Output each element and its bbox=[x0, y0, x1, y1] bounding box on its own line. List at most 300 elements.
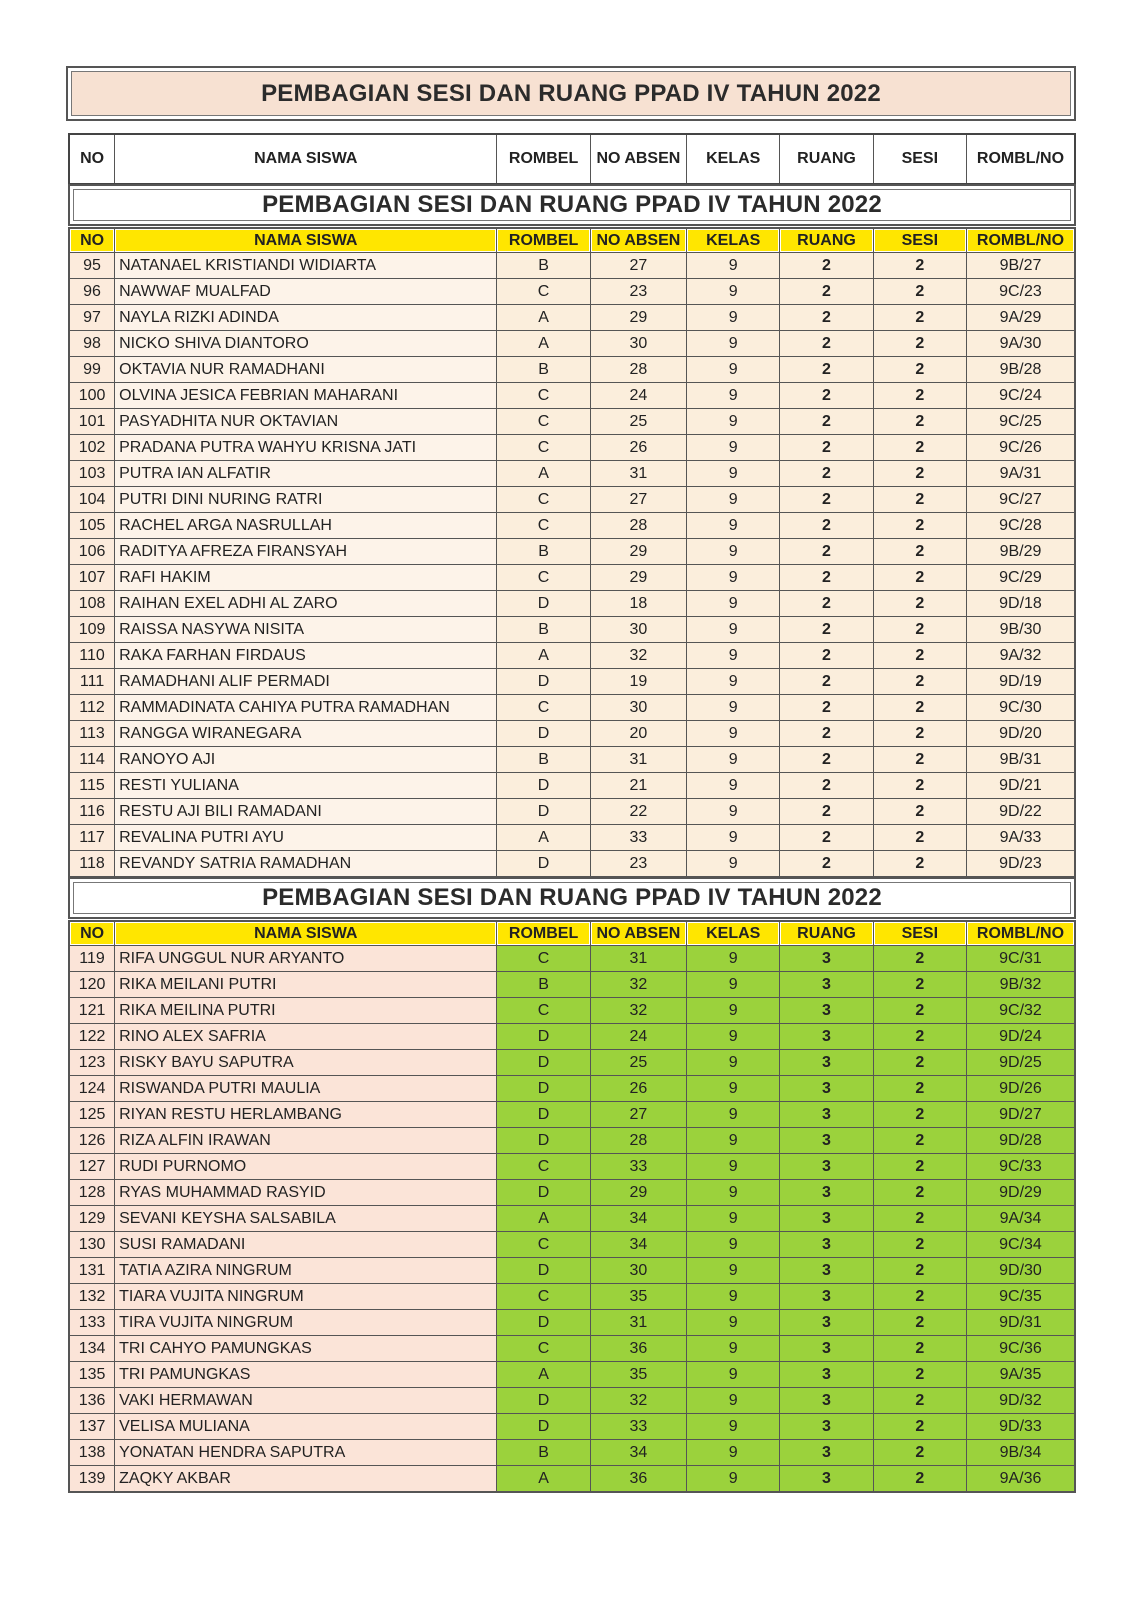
cell-kelas: 9 bbox=[687, 1414, 780, 1440]
cell-no: 105 bbox=[69, 513, 115, 539]
cell-rombl-no: 9B/29 bbox=[966, 539, 1075, 565]
cell-no-absen: 34 bbox=[590, 1232, 686, 1258]
table-row bbox=[69, 721, 1075, 747]
cell-no-absen: 18 bbox=[590, 591, 686, 617]
cell-kelas: 9 bbox=[687, 305, 780, 331]
cell-rombel: C bbox=[497, 1232, 590, 1258]
cell-ruang: 2 bbox=[780, 539, 873, 565]
cell-kelas: 9 bbox=[687, 1206, 780, 1232]
cell-ruang: 3 bbox=[780, 1128, 873, 1154]
cell-no: 129 bbox=[69, 1206, 115, 1232]
cell-rombel: C bbox=[497, 1154, 590, 1180]
cell-ruang: 3 bbox=[780, 1154, 873, 1180]
cell-no: 122 bbox=[69, 1024, 115, 1050]
cell-rombl-no: 9D/32 bbox=[966, 1388, 1075, 1414]
cell-kelas: 9 bbox=[687, 695, 780, 721]
cell-kelas: 9 bbox=[687, 461, 780, 487]
cell-rombl-no: 9C/31 bbox=[966, 946, 1075, 972]
cell-rombel: D bbox=[497, 851, 590, 878]
cell-no-absen: 23 bbox=[590, 279, 686, 305]
cell-no: 95 bbox=[69, 253, 115, 279]
table-row bbox=[69, 1154, 1075, 1180]
cell-rombl-no: 9C/29 bbox=[966, 565, 1075, 591]
cell-rombl-no: 9A/36 bbox=[966, 1466, 1075, 1493]
section-title: PEMBAGIAN SESI DAN RUANG PPAD IV TAHUN 2022 bbox=[68, 877, 1076, 919]
cell-nama-siswa: PUTRA IAN ALFATIR bbox=[115, 461, 497, 487]
cell-rombel: B bbox=[497, 617, 590, 643]
cell-rombl-no: 9C/35 bbox=[966, 1284, 1075, 1310]
cell-no-absen: 34 bbox=[590, 1440, 686, 1466]
table-row bbox=[69, 1102, 1075, 1128]
cell-ruang: 2 bbox=[780, 721, 873, 747]
cell-no-absen: 33 bbox=[590, 1154, 686, 1180]
column-header-row bbox=[69, 134, 1075, 184]
table-row bbox=[69, 409, 1075, 435]
cell-nama-siswa: NAYLA RIZKI ADINDA bbox=[115, 305, 497, 331]
col-header-sesi: SESI bbox=[873, 921, 966, 946]
cell-no-absen: 19 bbox=[590, 669, 686, 695]
cell-no: 124 bbox=[69, 1076, 115, 1102]
cell-rombl-no: 9D/31 bbox=[966, 1310, 1075, 1336]
cell-sesi: 2 bbox=[873, 1154, 966, 1180]
cell-kelas: 9 bbox=[687, 998, 780, 1024]
cell-kelas: 9 bbox=[687, 331, 780, 357]
cell-rombl-no: 9C/33 bbox=[966, 1154, 1075, 1180]
cell-rombel: C bbox=[497, 487, 590, 513]
cell-ruang: 2 bbox=[780, 617, 873, 643]
cell-rombl-no: 9C/25 bbox=[966, 409, 1075, 435]
cell-kelas: 9 bbox=[687, 539, 780, 565]
cell-ruang: 2 bbox=[780, 279, 873, 305]
table-row bbox=[69, 1050, 1075, 1076]
cell-sesi: 2 bbox=[873, 1206, 966, 1232]
cell-rombl-no: 9C/23 bbox=[966, 279, 1075, 305]
cell-no: 110 bbox=[69, 643, 115, 669]
cell-rombl-no: 9A/30 bbox=[966, 331, 1075, 357]
table-row bbox=[69, 461, 1075, 487]
cell-no-absen: 26 bbox=[590, 1076, 686, 1102]
cell-no: 111 bbox=[69, 669, 115, 695]
cell-rombel: B bbox=[497, 1440, 590, 1466]
cell-ruang: 2 bbox=[780, 409, 873, 435]
cell-no-absen: 31 bbox=[590, 1310, 686, 1336]
cell-ruang: 3 bbox=[780, 1440, 873, 1466]
table-row bbox=[69, 1336, 1075, 1362]
cell-no: 99 bbox=[69, 357, 115, 383]
cell-rombel: A bbox=[497, 1206, 590, 1232]
document-title: PEMBAGIAN SESI DAN RUANG PPAD IV TAHUN 2022 bbox=[66, 66, 1076, 121]
cell-kelas: 9 bbox=[687, 591, 780, 617]
col-header-kelas: KELAS bbox=[687, 134, 780, 184]
cell-ruang: 2 bbox=[780, 461, 873, 487]
cell-sesi: 2 bbox=[873, 773, 966, 799]
table-row bbox=[69, 305, 1075, 331]
cell-rombl-no: 9C/36 bbox=[966, 1336, 1075, 1362]
cell-no: 136 bbox=[69, 1388, 115, 1414]
cell-no-absen: 36 bbox=[590, 1336, 686, 1362]
table-header-row bbox=[69, 921, 1075, 946]
cell-no-absen: 32 bbox=[590, 998, 686, 1024]
cell-no: 139 bbox=[69, 1466, 115, 1493]
cell-rombel: A bbox=[497, 331, 590, 357]
cell-nama-siswa: RISWANDA PUTRI MAULIA bbox=[115, 1076, 497, 1102]
table-row bbox=[69, 946, 1075, 972]
cell-nama-siswa: NAWWAF MUALFAD bbox=[115, 279, 497, 305]
col-header-nama-siswa: NAMA SISWA bbox=[115, 228, 497, 253]
cell-nama-siswa: RISKY BAYU SAPUTRA bbox=[115, 1050, 497, 1076]
cell-nama-siswa: RAMADHANI ALIF PERMADI bbox=[115, 669, 497, 695]
col-header-no-absen: NO ABSEN bbox=[590, 921, 686, 946]
cell-rombel: A bbox=[497, 461, 590, 487]
cell-ruang: 2 bbox=[780, 357, 873, 383]
cell-sesi: 2 bbox=[873, 1180, 966, 1206]
cell-no-absen: 29 bbox=[590, 1180, 686, 1206]
cell-rombl-no: 9A/31 bbox=[966, 461, 1075, 487]
table-row bbox=[69, 565, 1075, 591]
cell-sesi: 2 bbox=[873, 1440, 966, 1466]
cell-kelas: 9 bbox=[687, 721, 780, 747]
table-row bbox=[69, 487, 1075, 513]
cell-rombel: D bbox=[497, 591, 590, 617]
cell-sesi: 2 bbox=[873, 825, 966, 851]
cell-sesi: 2 bbox=[873, 1414, 966, 1440]
cell-rombel: D bbox=[497, 1050, 590, 1076]
table-row bbox=[69, 1466, 1075, 1493]
cell-ruang: 3 bbox=[780, 1310, 873, 1336]
cell-no: 112 bbox=[69, 695, 115, 721]
cell-no-absen: 25 bbox=[590, 409, 686, 435]
cell-kelas: 9 bbox=[687, 1284, 780, 1310]
table-row bbox=[69, 1414, 1075, 1440]
cell-rombel: B bbox=[497, 253, 590, 279]
col-header-nama-siswa: NAMA SISWA bbox=[115, 134, 497, 184]
cell-rombel: C bbox=[497, 383, 590, 409]
cell-rombl-no: 9D/18 bbox=[966, 591, 1075, 617]
cell-ruang: 3 bbox=[780, 1284, 873, 1310]
cell-ruang: 2 bbox=[780, 513, 873, 539]
cell-nama-siswa: RAFI HAKIM bbox=[115, 565, 497, 591]
col-header-no: NO bbox=[69, 228, 115, 253]
cell-nama-siswa: PUTRI DINI NURING RATRI bbox=[115, 487, 497, 513]
cell-nama-siswa: SUSI RAMADANI bbox=[115, 1232, 497, 1258]
cell-rombl-no: 9D/23 bbox=[966, 851, 1075, 878]
table-row bbox=[69, 383, 1075, 409]
cell-kelas: 9 bbox=[687, 1466, 780, 1493]
cell-no: 126 bbox=[69, 1128, 115, 1154]
table-row bbox=[69, 998, 1075, 1024]
cell-nama-siswa: RINO ALEX SAFRIA bbox=[115, 1024, 497, 1050]
col-header-rombl-no: ROMBL/NO bbox=[966, 921, 1075, 946]
cell-no-absen: 30 bbox=[590, 617, 686, 643]
cell-sesi: 2 bbox=[873, 591, 966, 617]
cell-ruang: 2 bbox=[780, 591, 873, 617]
cell-no-absen: 32 bbox=[590, 1388, 686, 1414]
cell-kelas: 9 bbox=[687, 1050, 780, 1076]
cell-rombl-no: 9B/32 bbox=[966, 972, 1075, 998]
cell-rombl-no: 9C/30 bbox=[966, 695, 1075, 721]
cell-no-absen: 30 bbox=[590, 331, 686, 357]
cell-no: 114 bbox=[69, 747, 115, 773]
cell-nama-siswa: RUDI PURNOMO bbox=[115, 1154, 497, 1180]
cell-no: 123 bbox=[69, 1050, 115, 1076]
cell-nama-siswa: OLVINA JESICA FEBRIAN MAHARANI bbox=[115, 383, 497, 409]
cell-no-absen: 24 bbox=[590, 383, 686, 409]
cell-sesi: 2 bbox=[873, 539, 966, 565]
table-row bbox=[69, 972, 1075, 998]
cell-kelas: 9 bbox=[687, 1388, 780, 1414]
cell-sesi: 2 bbox=[873, 946, 966, 972]
cell-kelas: 9 bbox=[687, 1362, 780, 1388]
cell-no-absen: 28 bbox=[590, 513, 686, 539]
cell-rombel: C bbox=[497, 409, 590, 435]
cell-nama-siswa: NICKO SHIVA DIANTORO bbox=[115, 331, 497, 357]
col-header-no-absen: NO ABSEN bbox=[590, 134, 686, 184]
cell-rombl-no: 9D/22 bbox=[966, 799, 1075, 825]
cell-ruang: 2 bbox=[780, 825, 873, 851]
cell-no: 120 bbox=[69, 972, 115, 998]
cell-sesi: 2 bbox=[873, 487, 966, 513]
cell-ruang: 3 bbox=[780, 1466, 873, 1493]
cell-no: 97 bbox=[69, 305, 115, 331]
cell-no-absen: 29 bbox=[590, 539, 686, 565]
cell-no-absen: 30 bbox=[590, 1258, 686, 1284]
cell-kelas: 9 bbox=[687, 825, 780, 851]
table-row bbox=[69, 357, 1075, 383]
session-table bbox=[68, 227, 1076, 878]
cell-no: 102 bbox=[69, 435, 115, 461]
cell-rombl-no: 9D/20 bbox=[966, 721, 1075, 747]
cell-sesi: 2 bbox=[873, 695, 966, 721]
cell-nama-siswa: RESTI YULIANA bbox=[115, 773, 497, 799]
cell-sesi: 2 bbox=[873, 435, 966, 461]
cell-sesi: 2 bbox=[873, 409, 966, 435]
cell-rombl-no: 9A/29 bbox=[966, 305, 1075, 331]
cell-rombl-no: 9D/24 bbox=[966, 1024, 1075, 1050]
table-row bbox=[69, 747, 1075, 773]
cell-nama-siswa: NATANAEL KRISTIANDI WIDIARTA bbox=[115, 253, 497, 279]
cell-nama-siswa: ZAQKY AKBAR bbox=[115, 1466, 497, 1493]
cell-ruang: 2 bbox=[780, 669, 873, 695]
cell-no: 107 bbox=[69, 565, 115, 591]
cell-sesi: 2 bbox=[873, 383, 966, 409]
cell-rombl-no: 9D/19 bbox=[966, 669, 1075, 695]
cell-no: 100 bbox=[69, 383, 115, 409]
cell-kelas: 9 bbox=[687, 513, 780, 539]
table-row bbox=[69, 1362, 1075, 1388]
cell-rombel: D bbox=[497, 669, 590, 695]
col-header-no: NO bbox=[69, 921, 115, 946]
table-row bbox=[69, 851, 1075, 878]
cell-rombel: C bbox=[497, 435, 590, 461]
cell-ruang: 2 bbox=[780, 383, 873, 409]
cell-ruang: 3 bbox=[780, 1362, 873, 1388]
cell-rombl-no: 9C/24 bbox=[966, 383, 1075, 409]
cell-rombel: B bbox=[497, 972, 590, 998]
cell-ruang: 2 bbox=[780, 799, 873, 825]
col-header-rombel: ROMBEL bbox=[497, 228, 590, 253]
table-row bbox=[69, 253, 1075, 279]
cell-nama-siswa: TATIA AZIRA NINGRUM bbox=[115, 1258, 497, 1284]
cell-no-absen: 31 bbox=[590, 946, 686, 972]
cell-nama-siswa: RANGGA WIRANEGARA bbox=[115, 721, 497, 747]
cell-no-absen: 29 bbox=[590, 305, 686, 331]
table-row bbox=[69, 1076, 1075, 1102]
cell-no: 118 bbox=[69, 851, 115, 878]
cell-rombl-no: 9D/30 bbox=[966, 1258, 1075, 1284]
cell-kelas: 9 bbox=[687, 617, 780, 643]
cell-rombl-no: 9B/31 bbox=[966, 747, 1075, 773]
cell-no-absen: 30 bbox=[590, 695, 686, 721]
cell-sesi: 2 bbox=[873, 1388, 966, 1414]
cell-no-absen: 27 bbox=[590, 1102, 686, 1128]
cell-sesi: 2 bbox=[873, 331, 966, 357]
table-row bbox=[69, 1388, 1075, 1414]
cell-ruang: 3 bbox=[780, 998, 873, 1024]
cell-sesi: 2 bbox=[873, 1076, 966, 1102]
cell-kelas: 9 bbox=[687, 946, 780, 972]
table-row bbox=[69, 435, 1075, 461]
cell-no: 137 bbox=[69, 1414, 115, 1440]
cell-rombl-no: 9B/30 bbox=[966, 617, 1075, 643]
cell-no-absen: 22 bbox=[590, 799, 686, 825]
cell-kelas: 9 bbox=[687, 1336, 780, 1362]
cell-sesi: 2 bbox=[873, 1466, 966, 1493]
cell-ruang: 2 bbox=[780, 435, 873, 461]
cell-no-absen: 21 bbox=[590, 773, 686, 799]
table-body bbox=[69, 946, 1075, 1493]
cell-ruang: 2 bbox=[780, 305, 873, 331]
cell-kelas: 9 bbox=[687, 357, 780, 383]
table-row bbox=[69, 643, 1075, 669]
cell-sesi: 2 bbox=[873, 565, 966, 591]
cell-rombel: D bbox=[497, 1388, 590, 1414]
cell-sesi: 2 bbox=[873, 721, 966, 747]
cell-no-absen: 34 bbox=[590, 1206, 686, 1232]
cell-kelas: 9 bbox=[687, 565, 780, 591]
column-header-table bbox=[68, 133, 1076, 185]
cell-rombel: C bbox=[497, 695, 590, 721]
cell-no: 109 bbox=[69, 617, 115, 643]
cell-kelas: 9 bbox=[687, 669, 780, 695]
cell-nama-siswa: RAKA FARHAN FIRDAUS bbox=[115, 643, 497, 669]
cell-nama-siswa: VELISA MULIANA bbox=[115, 1414, 497, 1440]
cell-kelas: 9 bbox=[687, 409, 780, 435]
table-row bbox=[69, 1180, 1075, 1206]
cell-no-absen: 33 bbox=[590, 1414, 686, 1440]
table-row bbox=[69, 1232, 1075, 1258]
cell-rombl-no: 9D/21 bbox=[966, 773, 1075, 799]
cell-rombel: B bbox=[497, 357, 590, 383]
cell-rombel: B bbox=[497, 539, 590, 565]
table-row bbox=[69, 279, 1075, 305]
cell-no-absen: 27 bbox=[590, 253, 686, 279]
cell-nama-siswa: RADITYA AFREZA FIRANSYAH bbox=[115, 539, 497, 565]
cell-sesi: 2 bbox=[873, 1362, 966, 1388]
cell-nama-siswa: TIRA VUJITA NINGRUM bbox=[115, 1310, 497, 1336]
cell-rombel: D bbox=[497, 1258, 590, 1284]
cell-no: 96 bbox=[69, 279, 115, 305]
cell-ruang: 2 bbox=[780, 747, 873, 773]
cell-sesi: 2 bbox=[873, 279, 966, 305]
cell-sesi: 2 bbox=[873, 1336, 966, 1362]
table-row bbox=[69, 617, 1075, 643]
cell-nama-siswa: RAISSA NASYWA NISITA bbox=[115, 617, 497, 643]
cell-no-absen: 28 bbox=[590, 1128, 686, 1154]
cell-rombl-no: 9C/27 bbox=[966, 487, 1075, 513]
cell-rombl-no: 9B/27 bbox=[966, 253, 1075, 279]
cell-sesi: 2 bbox=[873, 1258, 966, 1284]
cell-nama-siswa: RANOYO AJI bbox=[115, 747, 497, 773]
cell-sesi: 2 bbox=[873, 1128, 966, 1154]
col-header-kelas: KELAS bbox=[687, 228, 780, 253]
cell-rombl-no: 9D/28 bbox=[966, 1128, 1075, 1154]
cell-rombel: D bbox=[497, 721, 590, 747]
cell-no-absen: 32 bbox=[590, 643, 686, 669]
cell-sesi: 2 bbox=[873, 1310, 966, 1336]
cell-sesi: 2 bbox=[873, 513, 966, 539]
cell-rombel: D bbox=[497, 1310, 590, 1336]
cell-rombel: A bbox=[497, 643, 590, 669]
cell-no-absen: 31 bbox=[590, 461, 686, 487]
cell-rombel: D bbox=[497, 1024, 590, 1050]
cell-no: 103 bbox=[69, 461, 115, 487]
cell-kelas: 9 bbox=[687, 747, 780, 773]
cell-rombl-no: 9D/25 bbox=[966, 1050, 1075, 1076]
col-header-ruang: RUANG bbox=[780, 134, 873, 184]
table-row bbox=[69, 695, 1075, 721]
cell-nama-siswa: VAKI HERMAWAN bbox=[115, 1388, 497, 1414]
cell-rombel: C bbox=[497, 565, 590, 591]
cell-no-absen: 23 bbox=[590, 851, 686, 878]
cell-kelas: 9 bbox=[687, 1258, 780, 1284]
cell-kelas: 9 bbox=[687, 799, 780, 825]
cell-kelas: 9 bbox=[687, 253, 780, 279]
cell-kelas: 9 bbox=[687, 773, 780, 799]
cell-rombl-no: 9B/34 bbox=[966, 1440, 1075, 1466]
cell-sesi: 2 bbox=[873, 851, 966, 878]
cell-kelas: 9 bbox=[687, 1232, 780, 1258]
cell-no-absen: 27 bbox=[590, 487, 686, 513]
cell-rombel: D bbox=[497, 1414, 590, 1440]
col-header-rombel: ROMBEL bbox=[497, 134, 590, 184]
col-header-no-absen: NO ABSEN bbox=[590, 228, 686, 253]
cell-ruang: 3 bbox=[780, 1388, 873, 1414]
cell-sesi: 2 bbox=[873, 1232, 966, 1258]
cell-ruang: 3 bbox=[780, 1076, 873, 1102]
cell-nama-siswa: PRADANA PUTRA WAHYU KRISNA JATI bbox=[115, 435, 497, 461]
cell-rombel: D bbox=[497, 1102, 590, 1128]
cell-no: 98 bbox=[69, 331, 115, 357]
cell-ruang: 3 bbox=[780, 1180, 873, 1206]
cell-nama-siswa: RIFA UNGGUL NUR ARYANTO bbox=[115, 946, 497, 972]
cell-no: 130 bbox=[69, 1232, 115, 1258]
cell-kelas: 9 bbox=[687, 1076, 780, 1102]
table-row bbox=[69, 591, 1075, 617]
table-body bbox=[69, 253, 1075, 878]
cell-sesi: 2 bbox=[873, 1024, 966, 1050]
cell-ruang: 2 bbox=[780, 253, 873, 279]
cell-ruang: 3 bbox=[780, 1414, 873, 1440]
cell-rombl-no: 9C/26 bbox=[966, 435, 1075, 461]
table-row bbox=[69, 539, 1075, 565]
table-row bbox=[69, 773, 1075, 799]
cell-nama-siswa: RIKA MEILANI PUTRI bbox=[115, 972, 497, 998]
cell-rombl-no: 9D/29 bbox=[966, 1180, 1075, 1206]
cell-ruang: 3 bbox=[780, 1336, 873, 1362]
cell-no: 135 bbox=[69, 1362, 115, 1388]
cell-sesi: 2 bbox=[873, 253, 966, 279]
table-row bbox=[69, 799, 1075, 825]
